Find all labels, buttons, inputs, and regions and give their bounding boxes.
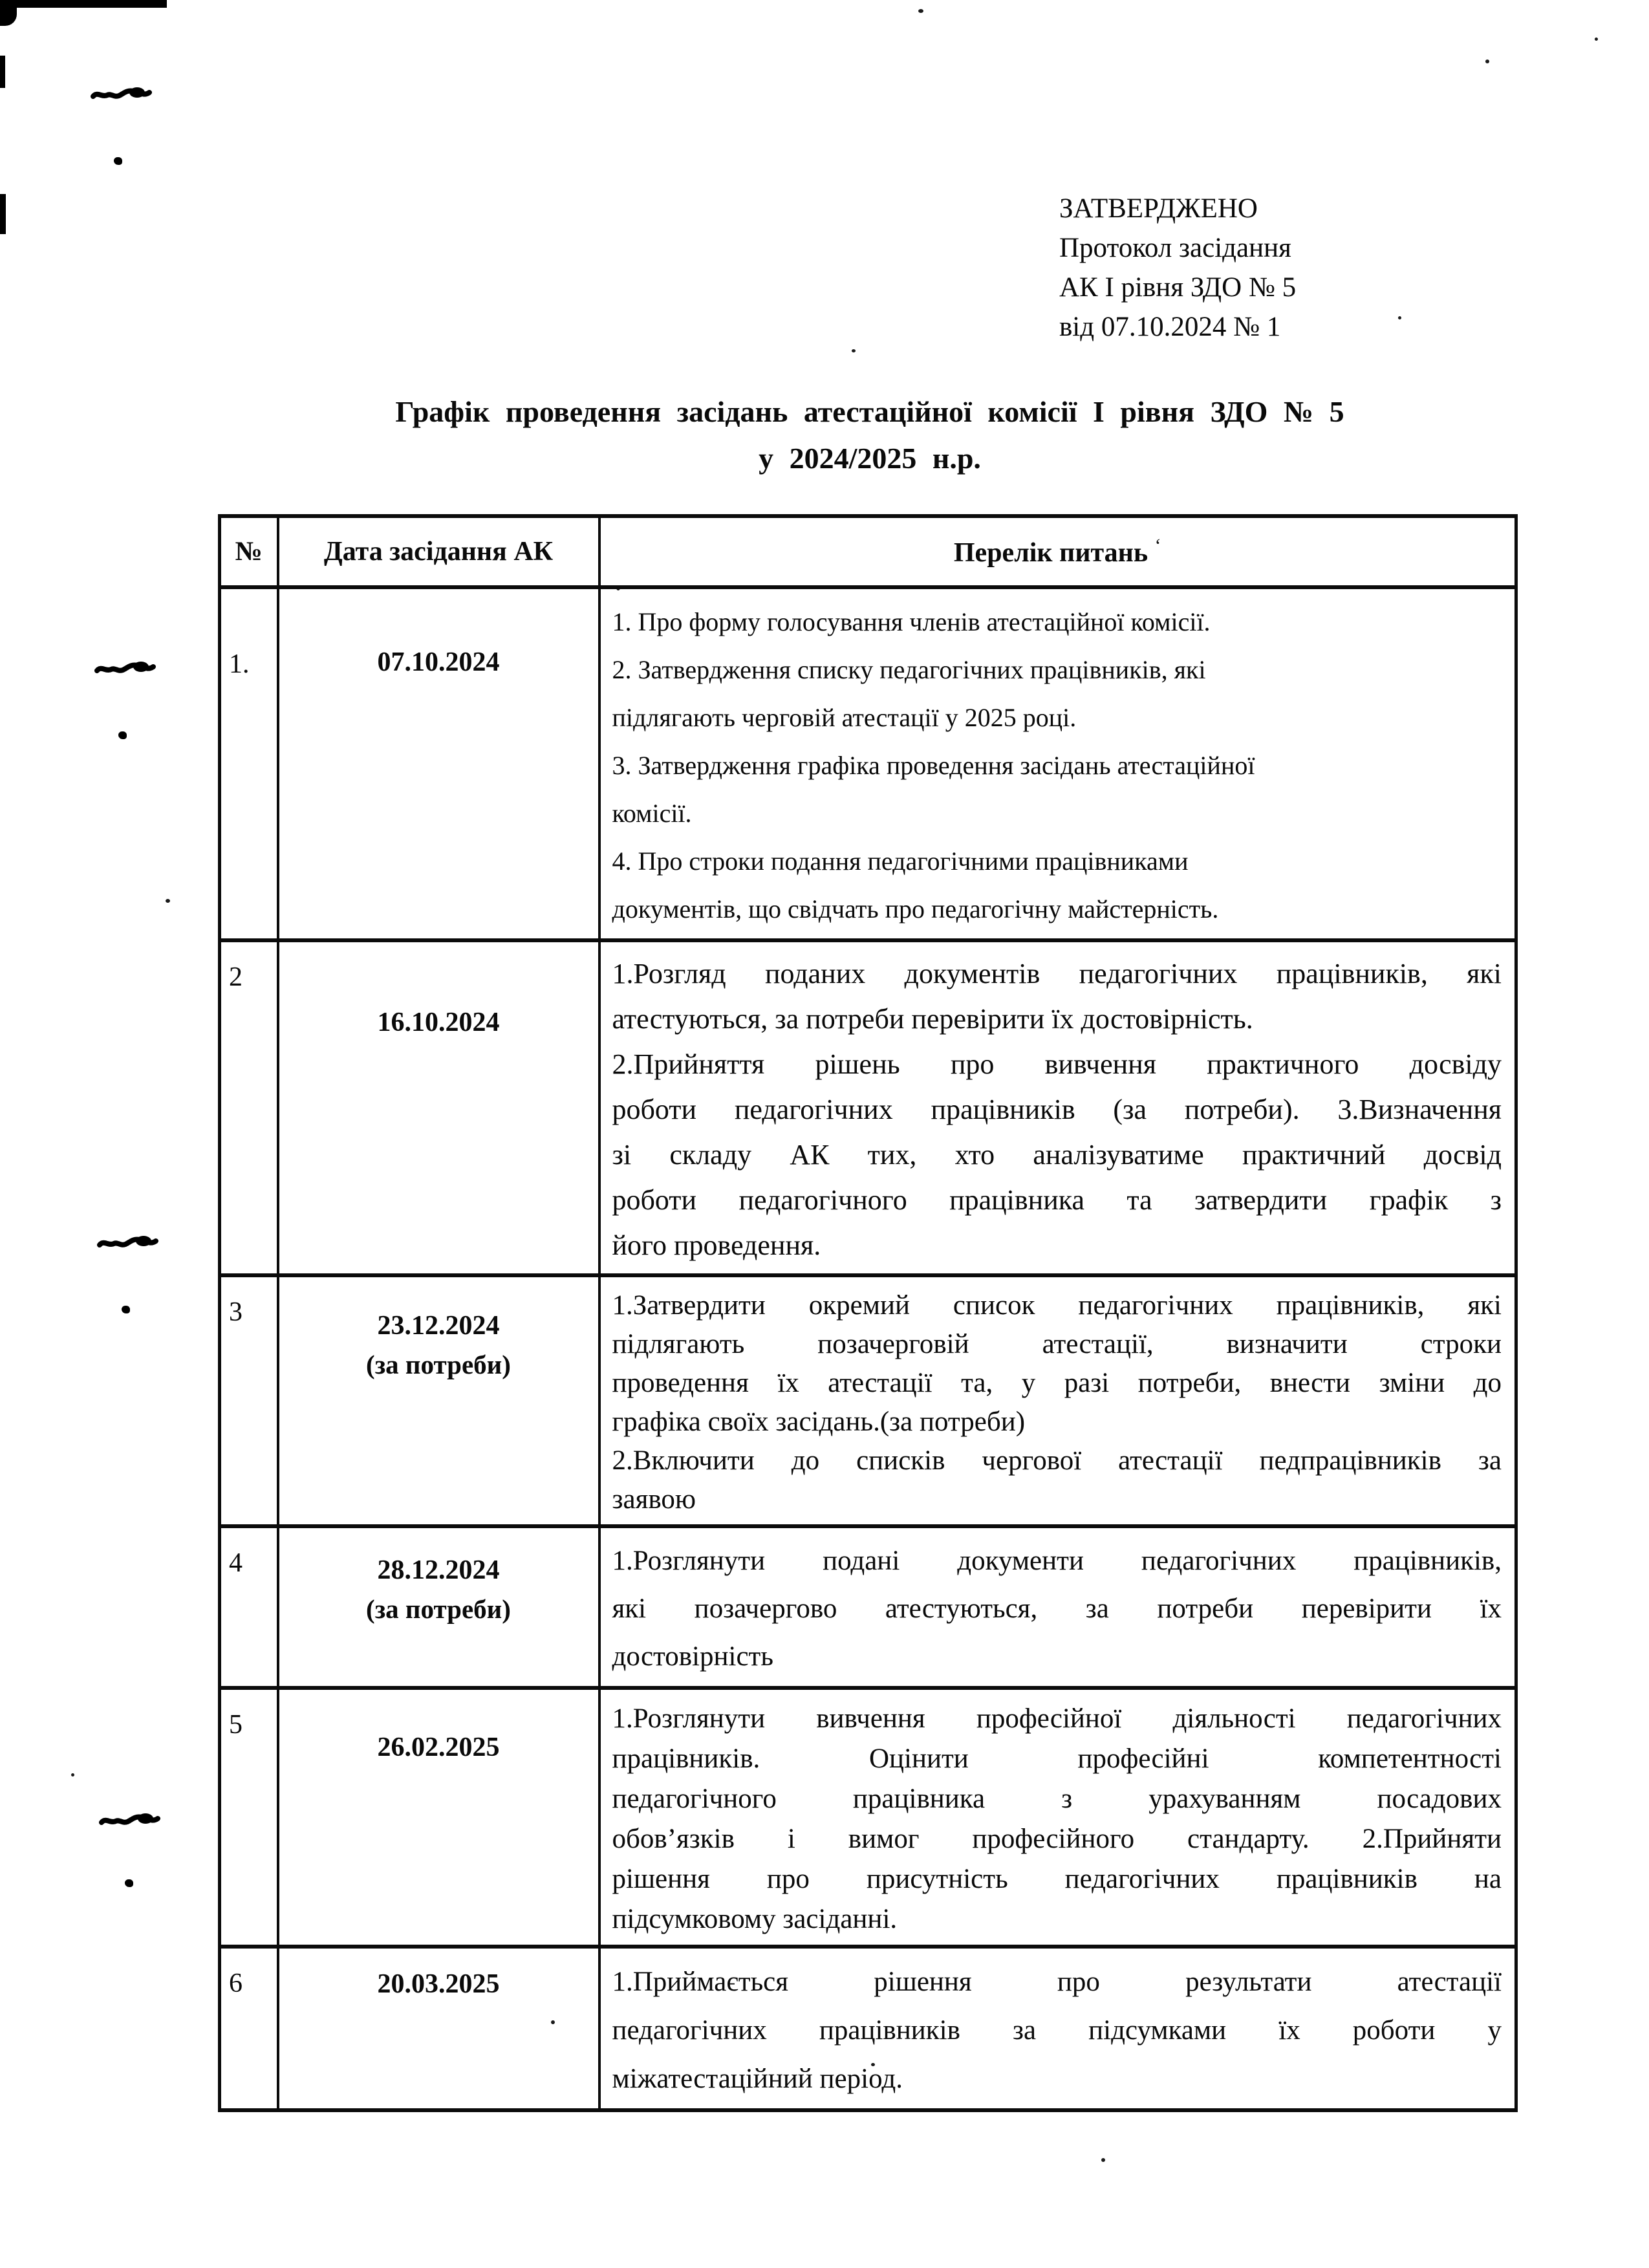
- meeting-date: 26.02.2025: [377, 1733, 500, 1762]
- approval-line: від 07.10.2024 № 1: [1059, 312, 1281, 342]
- scan-speck: [852, 349, 856, 352]
- scan-squiggle-artifact: [99, 1811, 161, 1830]
- scan-squiggle-artifact: [94, 659, 156, 678]
- question-line: роботи педагогічних працівників (за потреби). 3.Визначення: [612, 1094, 1502, 1125]
- scan-edge-artifact: [0, 194, 6, 234]
- header-number: №: [220, 516, 278, 587]
- meeting-date-cell: [278, 1526, 599, 1688]
- question-paragraph: [612, 1537, 1502, 1681]
- question-line: графіка своїх засідань.(за потреби): [612, 1407, 1026, 1437]
- scan-squiggle-artifact: [97, 1233, 159, 1253]
- question-line: атестуються, за потреби перевірити їх достовірність.: [612, 1003, 1253, 1035]
- meeting-date: 07.10.2024: [377, 647, 500, 677]
- approval-line: ЗАТВЕРДЖЕНО: [1059, 193, 1258, 224]
- question-line: міжатестаційний період.: [612, 2064, 903, 2094]
- question-paragraph: [612, 1042, 1502, 1268]
- questions-cell: [599, 1947, 1516, 2110]
- table-header-row: [220, 516, 1516, 587]
- scan-dot-artifact: [125, 1879, 133, 1887]
- question-paragraph: [612, 1286, 1502, 1442]
- question-line: рішення про присутність педагогічних працівників на: [612, 1864, 1502, 1894]
- question-line: заявою: [612, 1484, 696, 1515]
- document-title: [213, 389, 1526, 482]
- question-line: підсумковому засіданні.: [612, 1904, 898, 1934]
- row-number-cell: 6: [220, 1947, 278, 2110]
- scan-edge-artifact: [0, 56, 5, 88]
- meeting-date-cell: [278, 1688, 599, 1947]
- approval-line: Протокол засідання: [1059, 233, 1291, 263]
- table-row: [220, 1275, 1516, 1526]
- header-questions: [599, 516, 1516, 587]
- meeting-date: 16.10.2024: [377, 1008, 500, 1037]
- scan-speck: [1101, 2158, 1105, 2162]
- table-row: [220, 587, 1516, 940]
- title-line-1: Графік проведення засідань атестаційної комісії І рівня ЗДО № 5: [395, 395, 1344, 428]
- question-line: 2.Прийняття рішень про вивчення практичного досвіду: [612, 1048, 1502, 1080]
- scan-corner-artifact: [0, 0, 17, 26]
- meeting-date-cell: [278, 940, 599, 1275]
- meeting-date: 28.12.2024: [377, 1555, 500, 1585]
- question-line: 1.Затвердити окремий список педагогічних працівників, які: [612, 1290, 1502, 1321]
- scan-speck: [1595, 38, 1598, 41]
- scan-speck: [71, 1773, 74, 1777]
- question-paragraph: [612, 1958, 1502, 2103]
- question-paragraph: [612, 742, 1502, 837]
- question-line: педагогічних працівників за підсумками їх роботи у: [612, 2015, 1502, 2046]
- questions-cell: [599, 1688, 1516, 1947]
- scan-dot-artifact: [118, 731, 127, 739]
- question-line: працівників. Оцінити професійні компетентності: [612, 1744, 1502, 1774]
- question-paragraph: [612, 1442, 1502, 1519]
- meeting-date: 23.12.2024: [377, 1311, 500, 1341]
- scan-corner-artifact: [0, 0, 167, 8]
- question-paragraph: [612, 837, 1502, 933]
- questions-cell: [599, 940, 1516, 1275]
- question-line: достовірність: [612, 1641, 773, 1672]
- question-line: проведення їх атестації та, у разі потреби, внести зміни до: [612, 1368, 1502, 1398]
- question-line: підлягають позачерговій атестації, визначити строки: [612, 1329, 1502, 1359]
- row-number-cell: 1.: [220, 587, 278, 940]
- scan-dot-artifact: [114, 157, 122, 165]
- scan-speck: [1398, 316, 1401, 319]
- meeting-date-cell: [278, 1275, 599, 1526]
- approval-block: [1059, 189, 1296, 347]
- question-line: зі складу АК тих, хто аналізуватиме практичний досвід: [612, 1139, 1502, 1171]
- question-line: 1.Розглянути подані документи педагогічних працівників,: [612, 1546, 1502, 1576]
- table-row: [220, 1526, 1516, 1688]
- table-row: [220, 1947, 1516, 2110]
- title-line-2: у 2024/2025 н.р.: [759, 442, 981, 475]
- table-row: [220, 940, 1516, 1275]
- questions-cell: [599, 1526, 1516, 1688]
- header-date: Дата засідання АК: [278, 516, 599, 587]
- question-line: педагогічного працівника з урахуванням посадових: [612, 1784, 1502, 1814]
- question-line: його проведення.: [612, 1229, 821, 1261]
- question-line: підлягають черговій атестації у 2025 році.: [612, 703, 1077, 732]
- meeting-date-note: (за потреби): [366, 1350, 511, 1379]
- meeting-date: 20.03.2025: [377, 1969, 500, 1999]
- questions-cell: [599, 587, 1516, 940]
- schedule-table-body: [220, 587, 1516, 2110]
- row-number-cell: 5: [220, 1688, 278, 1947]
- question-line: комісії.: [612, 799, 692, 828]
- meeting-date-cell: [278, 587, 599, 940]
- question-line: 2.Включити до списків чергової атестації педпрацівників за: [612, 1445, 1502, 1476]
- row-number-cell: 3: [220, 1275, 278, 1526]
- question-paragraph: [612, 646, 1502, 742]
- question-line: 4. Про строки подання педагогічними працівниками: [612, 847, 1189, 876]
- scan-squiggle-artifact: [91, 85, 153, 104]
- questions-cell: [599, 1275, 1516, 1526]
- question-paragraph: [612, 1699, 1502, 1939]
- row-number-cell: 4: [220, 1526, 278, 1688]
- question-line: 1. Про форму голосування членів атестаційної комісії.: [612, 607, 1211, 636]
- question-paragraph: [612, 951, 1502, 1042]
- question-line: 1.Приймається рішення про результати атестації: [612, 1967, 1502, 1997]
- approval-line: АК І рівня ЗДО № 5: [1059, 272, 1297, 303]
- scan-speck: [166, 899, 170, 903]
- question-line: обов’язків і вимог професійного стандарту. 2.Прийняти: [612, 1824, 1502, 1854]
- scan-speck: [918, 9, 923, 13]
- scan-speck: [1485, 59, 1489, 63]
- meeting-date-note: (за потреби): [366, 1594, 511, 1624]
- question-line: 1.Розгляд поданих документів педагогічних працівників, які: [612, 958, 1502, 989]
- meeting-date-cell: [278, 1947, 599, 2110]
- question-line: 2. Затвердження списку педагогічних працівників, які: [612, 655, 1206, 684]
- row-number-cell: 2: [220, 940, 278, 1275]
- question-line: 1.Розглянути вивчення професійної діяльності педагогічних: [612, 1703, 1502, 1734]
- question-line: документів, що свідчать про педагогічну майстерність.: [612, 894, 1219, 923]
- scan-apostrophe-mark: ‘: [1154, 535, 1161, 556]
- question-line: які позачергово атестуються, за потреби перевірити їх: [612, 1593, 1502, 1624]
- schedule-table: [218, 514, 1518, 2112]
- question-line: роботи педагогічного працівника та затвердити графік з: [612, 1184, 1502, 1216]
- table-row: [220, 1688, 1516, 1947]
- question-line: 3. Затвердження графіка проведення засідань атестаційної: [612, 751, 1255, 780]
- question-paragraph: [612, 598, 1502, 646]
- header-questions-label: Перелік питань: [953, 538, 1148, 568]
- scan-dot-artifact: [122, 1306, 130, 1313]
